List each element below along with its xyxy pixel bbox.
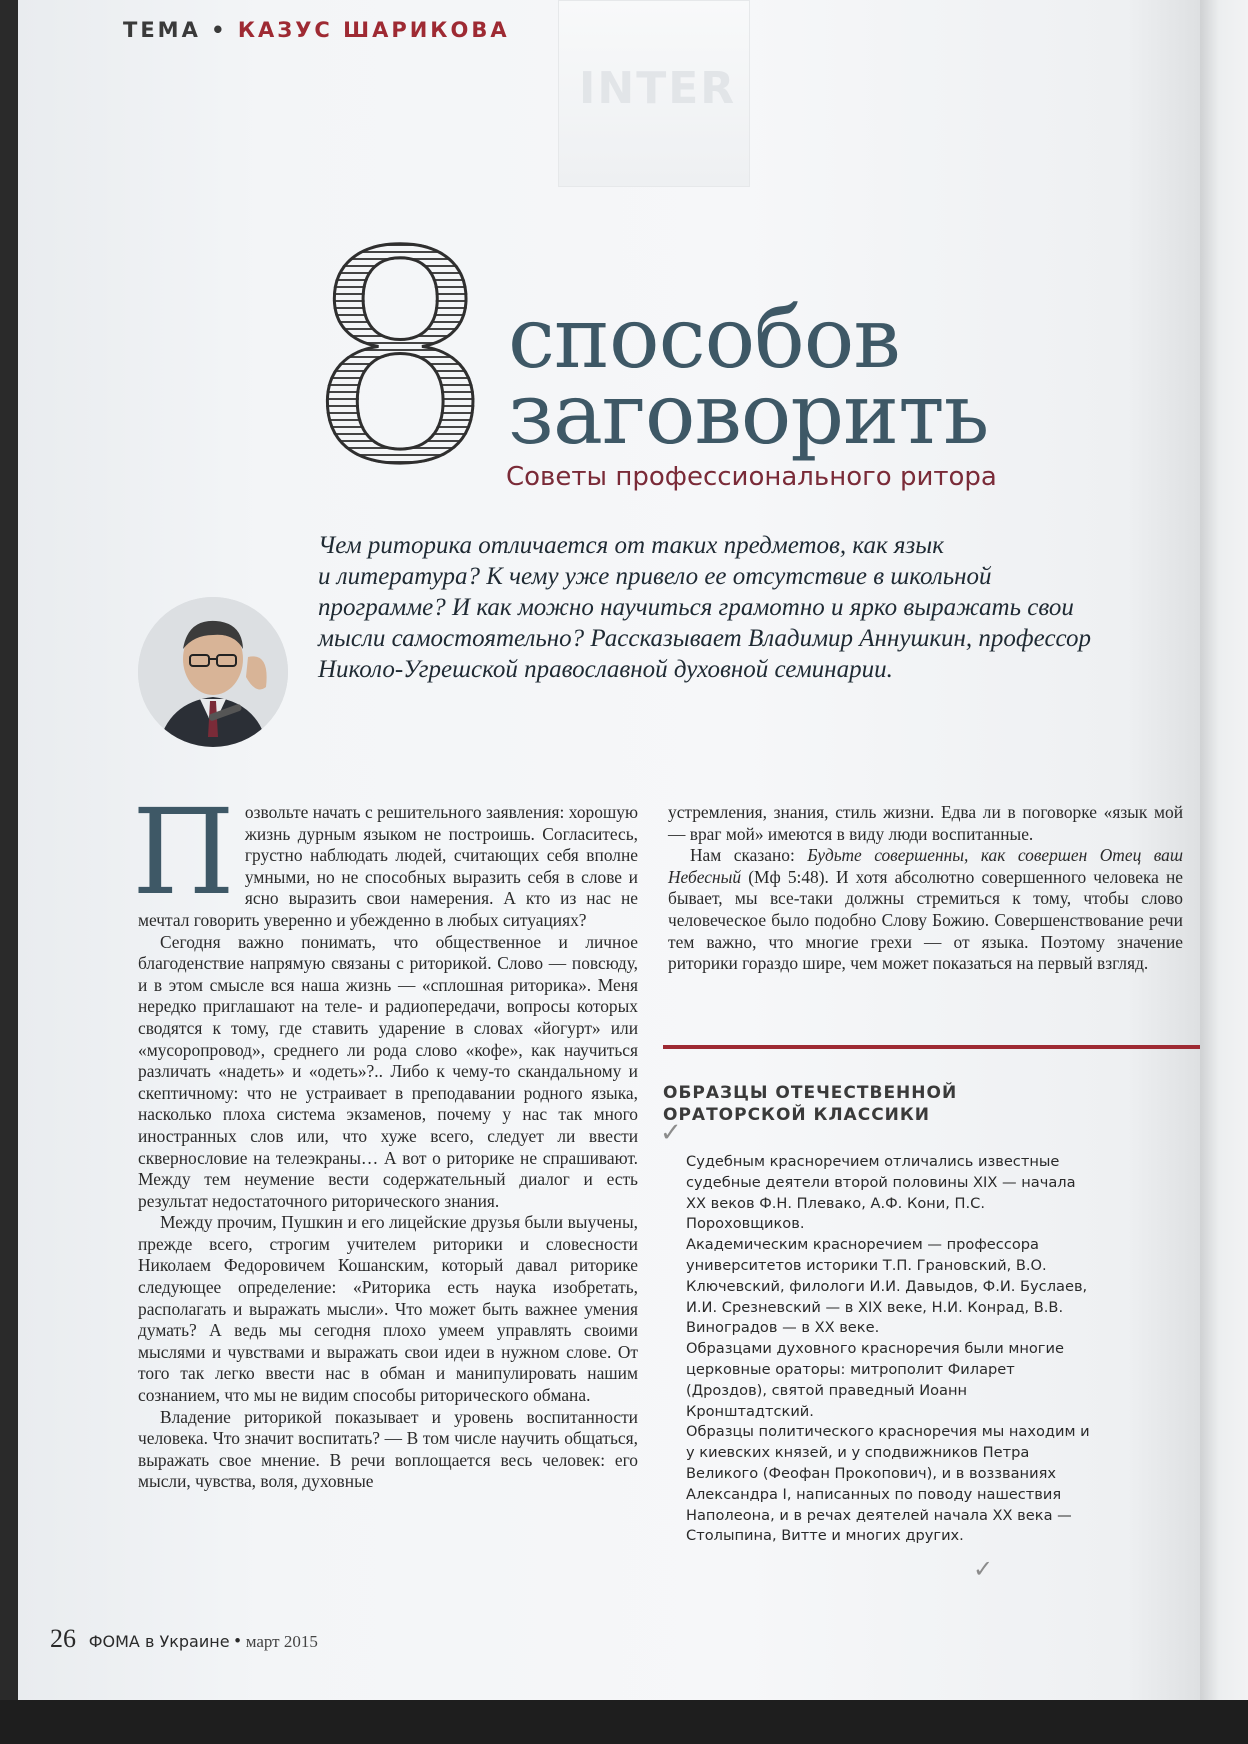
author-photo-illustration <box>138 597 288 747</box>
author-photo <box>138 597 288 747</box>
sidebar-divider <box>663 1045 1211 1049</box>
title-numeral: 8 <box>308 191 493 528</box>
lead-line: и литература? К чему уже привело ее отсутствие в школьной <box>318 563 992 590</box>
show-through-badge <box>558 0 750 187</box>
drop-cap: П <box>132 783 235 921</box>
article-paragraph <box>668 845 1183 975</box>
section-label: ТЕМА <box>123 18 201 42</box>
article-column-1 <box>132 783 638 1493</box>
lead-line: Чем риторика отличается от таких предметов, как язык <box>318 532 944 559</box>
headline <box>508 289 989 463</box>
issue-date: март 2015 <box>245 1632 318 1651</box>
article-paragraph: Владение риторикой показывает и уровень воспитанности человека. Что значит воспитать? — В том числе научить общаться, выражать свое мнение. В речи воплощается весь человек: его мысли, чувства, воля, духовные <box>138 1406 638 1492</box>
pencil-check-mark: ✓ <box>660 1118 682 1148</box>
section-separator: • <box>211 18 228 42</box>
adjacent-page-edge <box>1200 0 1248 1744</box>
article-paragraph-text: озвольте начать с решительного заявления: хорошую жизнь дурным языком не построишь. Согласитесь, грустно наблюдать людей, считающих себя вполне умными, но не способных выразить себя в слове и ясно выразить свои намерения. А кто из нас не мечтал говорить уверенно и убежденно в любых ситуациях? <box>138 802 638 930</box>
sidebar-paragraph: Судебным красноречием отличались известные судебные деятели второй половины XIX — начала XX веков Ф.Н. Плевако, А.Ф. Кони, П.С. Пороховщиков. <box>686 1153 1076 1233</box>
article-column-2 <box>668 802 1183 975</box>
sidebar-title-line: ОБРАЗЦЫ ОТЕЧЕСТВЕННОЙ <box>663 1083 958 1103</box>
lead-line: программе? И как можно научиться грамотно и ярко выражать свои <box>318 594 1074 621</box>
article-paragraph: устремления, знания, стиль жизни. Едва ли в поговорке «язык мой — враг мой» имеются в виду люди воспитанные. <box>668 802 1183 844</box>
page-footer <box>50 1624 318 1654</box>
article-paragraph: Сегодня важно понимать, что общественное и личное благоденствие напрямую связаны с риторикой. Слово — повсюду, и в этом смысле вся наша жизнь — «сплошная риторика». Меня нередко приглашают на теле- и радиопередачи, вопросы которых сводятся к тому, где ставить ударение в словах «йогурт» или «мусоропровод», среднего ли рода слово «кофе», как научиться различать «надеть» и «одеть»?.. Либо к чему-то скандальному и скептичному: что не устраивает в преподавании родного языка, насколько плоха система экзаменов, почему у нас так много иностранных слов или, что хуже всего, следует ли ввести сквернословие на телеэкраны… А вот о риторике не спрашивают. Между тем неумение вести содержательный диалог и есть результат недостаточного риторического знания. <box>138 931 638 1211</box>
scan-background <box>0 1700 1248 1744</box>
headline-line-1: способов <box>508 289 900 387</box>
headline-line-2: заговорить <box>508 365 989 463</box>
section-topic: КАЗУС ШАРИКОВА <box>237 18 510 42</box>
page-number: 26 <box>50 1624 76 1653</box>
sidebar-paragraph: Академическим красноречием — профессора университетов историки Т.П. Грановский, В.О. Ключевский, филологи И.И. Давыдов, Ф.И. Буслаев, И.И. Срезневский — в XIX веке, Н.И. Конрад, В.В. Виноградов — в XX веке. <box>686 1236 1088 1337</box>
sidebar-paragraph: Образцы политического красноречия мы находим и у киевских князей, и у сподвижников Петра Великого (Феофан Прокопович), и в воззваниях Александра I, написанных по поводу нашествия Наполеона, и в речах деятелей начала XX века — Столыпина, Витте и многих других. <box>686 1423 1090 1545</box>
sidebar-title <box>663 1082 993 1126</box>
magazine-page <box>18 0 1223 1700</box>
subtitle: Советы профессионального ритора <box>506 462 997 492</box>
footer-separator: • <box>234 1631 241 1652</box>
article-paragraph <box>132 783 638 932</box>
article-paragraph: Между прочим, Пушкин и его лицейские друзья были выучены, прежде всего, строгим учителем риторики и словесности Николаем Федоровичем Кошанским, который давал риторике следующее определение: «Риторика есть наука изобретать, располагать и выражать мысли». Что может быть важнее умения думать? А ведь мы сегодня плохо умеем управлять своими мыслями и чувствами и выражать свои идеи в нужном слове. От того так легко ввести нас в обман и манипулировать нашим сознанием, что мы не видим способы риторического обмана. <box>138 1212 638 1406</box>
lead-line: Николо-Угрешской православной духовной семинарии. <box>318 656 893 683</box>
scripture-quote: Будьте совершенны, как совершен Отец ваш Небесный <box>668 845 1183 887</box>
sidebar-body <box>686 1152 1091 1547</box>
quote-reference-and-text: (Мф 5:48). И хотя абсолютно совершенного человека не бывает, мы все-таки должны стремиться к тому, чтобы слово человеческое было подобно Слову Божию. Совершенствование речи тем важно, что многие грехи — от языка. Поэтому значение риторики гораздо шире, чем может показаться на первый взгляд. <box>668 866 1183 974</box>
lead-paragraph <box>318 530 1198 685</box>
section-tag <box>123 18 510 42</box>
pencil-check-mark: ✓ <box>973 1555 994 1583</box>
show-through-mark: INTER <box>579 63 737 114</box>
lead-line: мысли самостоятельно? Рассказывает Владимир Аннушкин, профессор <box>318 625 1092 652</box>
sidebar-title-line: ОРАТОРСКОЙ КЛАССИКИ <box>663 1105 931 1125</box>
quote-intro: Нам сказано: <box>690 845 808 866</box>
sidebar-paragraph: Образцами духовного красноречия были многие церковные ораторы: митрополит Филарет (Дроздов), святой праведный Иоанн Кронштадтский. <box>686 1340 1064 1420</box>
magazine-name: ФОМА в Украине <box>88 1632 230 1651</box>
